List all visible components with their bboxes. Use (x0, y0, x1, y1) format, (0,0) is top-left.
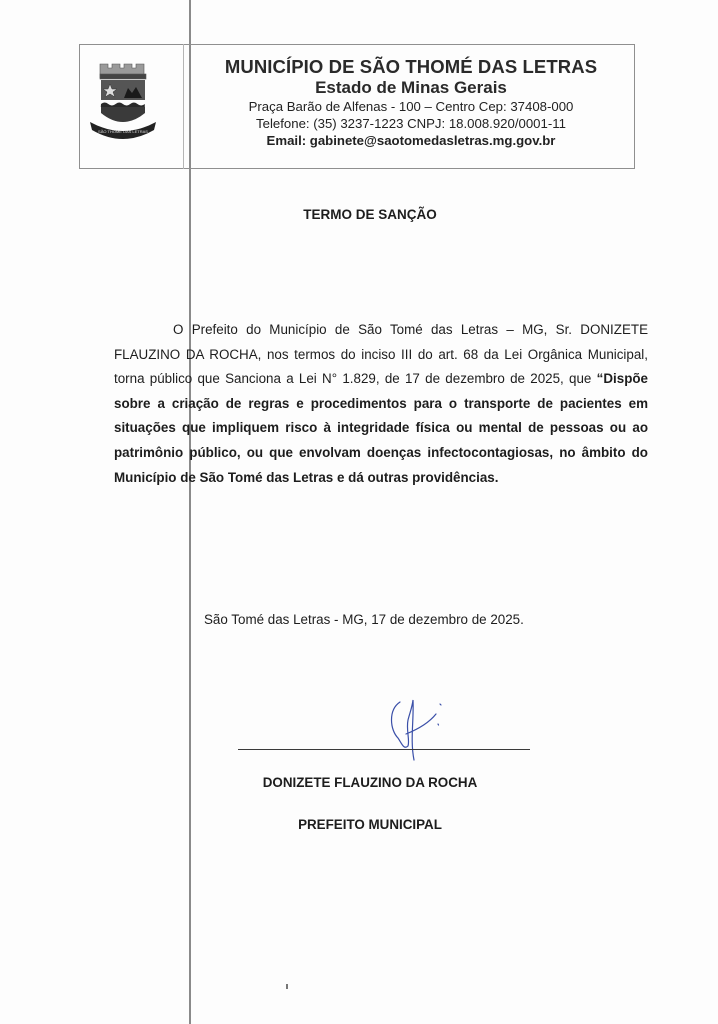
signatory-role: PREFEITO MUNICIPAL (298, 817, 442, 832)
coat-of-arms-icon (86, 60, 160, 142)
paragraph-bold: “Dispõe sobre a criação de regras e procedimentos para o transporte de pacientes em situações que impliquem risco à integridade física ou mental de pessoas ou ao patrimônio público, ou que envolvam doenças infectocontagiosas, no âmbito do Município de São Tomé das Letras e dá outras providências. (114, 371, 648, 485)
signatory-name: DONIZETE FLAUZINO DA ROCHA (262, 775, 478, 790)
ribbon-text: SÃO THOMÉ DAS LETRAS (98, 129, 148, 134)
sanction-paragraph (114, 318, 648, 490)
scan-speck (286, 984, 288, 989)
signature-icon (380, 690, 450, 765)
waves-icon (101, 103, 145, 108)
letterhead-divider (183, 44, 184, 169)
signature-line (238, 749, 530, 750)
address: Praça Barão de Alfenas - 100 – Centro Cep: 37408-000 (248, 99, 574, 114)
state-subtitle: Estado de Minas Gerais (315, 78, 507, 97)
municipality-title: MUNICÍPIO DE SÃO THOMÉ DAS LETRAS (224, 56, 598, 77)
letterhead-text (196, 56, 626, 150)
paragraph-plain: O Prefeito do Município de São Tomé das Letras – MG, Sr. DONIZETE FLAUZINO DA ROCHA, nos termos do inciso III do art. 68 da Lei Orgânica Municipal, torna público que Sanciona a Lei N° 1.829, de 17 de dezembro de 2025, que (114, 322, 648, 387)
email: Email: gabinete@saotomedasletras.mg.gov.br (266, 133, 556, 148)
document-title: TERMO DE SANÇÃO (303, 207, 437, 222)
crown-icon (100, 64, 146, 79)
date-line: São Tomé das Letras - MG, 17 de dezembro de 2025. (204, 612, 524, 627)
phone-cnpj: Telefone: (35) 3237-1223 CNPJ: 18.008.920/0001-11 (256, 116, 566, 131)
